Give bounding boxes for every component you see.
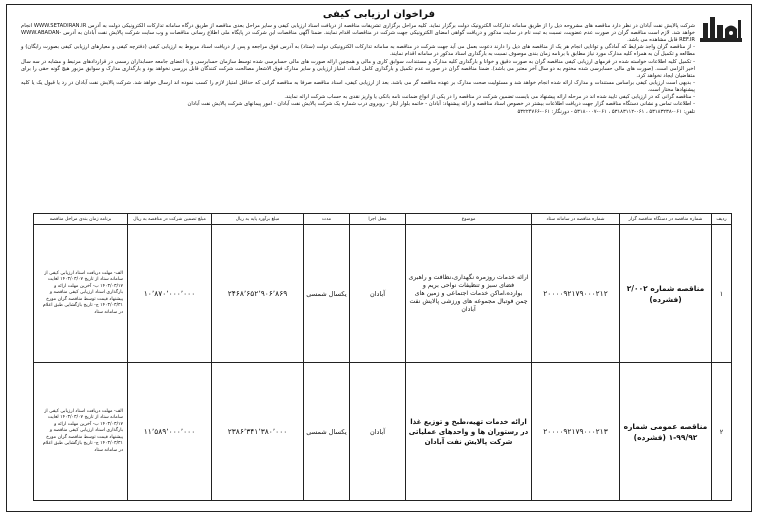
column-header: ردیف xyxy=(712,214,732,225)
column-header: مبلغ تضمین شرکت در مناقصه به ریال xyxy=(128,214,212,225)
column-header: محل اجرا xyxy=(350,214,406,225)
notice-page xyxy=(6,4,752,512)
table-row xyxy=(34,225,732,363)
tender-subject: ارائه خدمات روزمره نگهداری،نظافت و راهبری فضای سبز و تنظیفات نواحی بریم و بوارده،اماکن خدمات اجتماعی و زمین های چمن فوتبال مجموعه های ورزشی پالایش نفت آبادان xyxy=(406,225,532,363)
tender-location: آبادان xyxy=(350,363,406,501)
column-header: موضوع xyxy=(406,214,532,225)
guarantee-amount: ۱۱٬۵۸۹٬۰۰۰٬۰۰۰ xyxy=(128,363,212,501)
table-row xyxy=(34,363,732,501)
intro-paragraph: - مناقصه گرانی که در ارزیابی کیفی تایید شده اند در مرحله ارائه پیشنهاد می بایست تضمین شرکت در مناقصه را در یکی از انواع ضمانت نامه بانکی یا واریز نقدی به حساب شرکت ارائه نمایند. xyxy=(284,94,695,101)
tender-number: مناقصه شماره ۲/۰۰۲ (فشرده) xyxy=(620,225,712,363)
intro-paragraph: شرکت پالایش نفت آبادان در نظر دارد مناقصه های مشروحه ذیل را از طریق سامانه تدارکات الکترونیک دولت برگزار نماید. کلیه مراحل برگزاری تشریفات مناقصه از دریافت اسناد ارزیابی کیفی و سایر مراحل بعدی مناقصه از طریق درگاه سامانه تدارکات الکترونیکی دولت به آدرس WWW.SETADIRAN.IR انجام خواهد شد. لازم است مناقصه گران در صورت عدم عضویت، نسبت به ثبت نام در سایت مذکور و دریافت گواهی امضای الکترونیکی جهت شرکت در مناقصات اقدام نمایند. ضمنا آگهی مناقصات این شرکت در پایگاه ملی اطلاع رسانی مناقصات و وب سایت شرکت پالایش نفت آبادان به آدرس WWW.ABADAN-REF.IR قابل مشاهده می باشد. xyxy=(21,23,695,43)
column-header: مدت xyxy=(304,214,350,225)
tender-number: مناقصه عمومی شماره ۹۹/۹۲-۱ (فشرده) xyxy=(620,363,712,501)
tender-subject: ارائه خدمات تهیه،طبخ و توزیع غذا در رستوران ها و واحدهای عملیاتی شرکت پالایش نفت آبادان xyxy=(406,363,532,501)
tender-duration: یکسال شمسی xyxy=(304,225,350,363)
intro-paragraph: - از مناقصه گران واجد شرایط که آمادگی و توانایی انجام هر یک از مناقصه های ذیل را دارند دعوت بعمل می آید جهت شرکت در مناقصه به سامانه تدارکات الکترونیکی دولت (ستاد) به آدرس فوق مراجعه و پس از دریافت اسناد مربوط به ارزیابی کیفی (دفترچه کیفی و معیارهای ارزیابی کیفی بصورت رایگان) و مطالعه و تکمیل آن به همراه کلیه مدارک مورد نیاز مطابق با برنامه زمان بندی موصوف نسبت به بارگذاری اسناد مذکور در سامانه اقدام نمایند. xyxy=(21,44,695,58)
column-header: شماره مناقصه در دستگاه مناقصه گزار xyxy=(620,214,712,225)
tender-schedule: الف- مهلت دریافت اسناد ارزیابی کیفی از سامانه ستاد از تاریخ ۱۴۰۳/۰۳/۰۷ لغایت ۱۴۰۳/۰۳/۱۷ ب- آخرین مهلت ارائه و بارگذاری اسناد ارزیابی کیفی مناقصه و پیشنهاد قیمت توسط مناقصه گران مورخ ۱۴۰۳/۰۳/۳۱ ج- تاریخ بازگشایی طبق اعلام در سامانه ستاد xyxy=(34,363,128,501)
intro-paragraph: - تکمیل کلیه اطلاعات خواسته شده در فرمهای ارزیابی کیفی مناقصه گران به صورت دقیق و خوانا و بارگذاری کلیه مدارک و مستندات، سوابق کاری و مالی و همچنین ارائه صورت های مالی حسابرسی شده توسط سازمان حسابرسی و یا اعضای جامعه حسابداران رسمی در قراردادهای مرتبط و مشابه در سه سال اخیر الزامی است. (صورت های مالی حسابرسی شده مختوم به دو سال آخر معتبر می باشد). ضمنا مناقصه گران در صورت عدم تکمیل و بارگذاری کامل اسناد، امتیاز ارزیابی و سایر مدارک فوق الاشعار مصالحت شرکت کنندگان قابل بررسی نخواهد بود و بارگذاری مدارک و سوابق مزبور هیچ گونه حقی را برای متقاضیان ایجاد نخواهد کرد. xyxy=(21,58,695,79)
contact-line: تلفن: ۰۶۱-۵۳۱۸۳۲۳۸ ، ۰۶۱-۵۳۱۸۳۱۱۲ ، ۰۶۱-۵۳۱۸۰۰۰۷ - دورنگار: ۰۶۱-۵۳۲۲۴۷۶۶ xyxy=(517,108,695,115)
tender-schedule: الف- مهلت دریافت اسناد ارزیابی کیفی از سامانه ستاد از تاریخ ۱۴۰۳/۰۳/۰۷ لغایت ۱۴۰۳/۰۳/۱۷ ب- آخرین مهلت ارائه و بارگذاری اسناد ارزیابی کیفی مناقصه و پیشنهاد قیمت توسط مناقصه گران مورخ ۱۴۰۳/۰۳/۳۱ ج- تاریخ بازگشایی طبق اعلام در سامانه ستاد xyxy=(34,225,128,363)
column-header: شماره مناقصه در سامانه ستاد xyxy=(532,214,620,225)
table-header-row xyxy=(34,214,732,225)
intro-paragraph: - اطلاعات تماس و نشانی دستگاه مناقصه گزار جهت دریافت اطلاعات بیشتر در خصوص اسناد مناقصه و ارائه پیشنهاد: آبادان - خاتمه بلوار ایثار - روبروی درب شماره یک شرکت پالایش نفت آبادان - امور پیمانهای شرکت پالایش نفت آبادان xyxy=(187,101,695,108)
tender-table xyxy=(33,213,732,501)
setad-number: ۲۰۰۰۰۹۲۱۷۹۰۰۰۲۱۳ xyxy=(532,363,620,501)
setad-number: ۲۰۰۰۰۹۲۱۷۹۰۰۰۲۱۲ xyxy=(532,225,620,363)
column-header: برنامه زمان بندی مراحل مناقصه xyxy=(34,214,128,225)
column-header: مبلغ برآورد پایه به ریال xyxy=(212,214,304,225)
tender-location: آبادان xyxy=(350,225,406,363)
notice-title: فراخوان ارزیابی کیفی xyxy=(322,9,436,20)
tender-duration: یکسال شمسی xyxy=(304,363,350,501)
row-index: ۲ xyxy=(712,363,732,501)
guarantee-amount: ۱۰٬۸۷۰٬۰۰۰٬۰۰۰ xyxy=(128,225,212,363)
row-index: ۱ xyxy=(712,225,732,363)
base-estimate: ۲۳۸۶٬۳۴۱٬۳۸۰٬۰۰۰ xyxy=(212,363,304,501)
base-estimate: ۲۴۶۸٬۶۵۲٬۹۰۶٬۸۶۹ xyxy=(212,225,304,363)
intro-paragraph: - بدیهی است ارزیابی کیفی براساس مستندات و مدارک ارائه شده انجام خواهد شد و مسئولیت صحت مدارک بر عهده مناقصه گر می باشد. بعد از ارزیابی کیفی، اسناد مناقصه صرفا به مناقصه گرانی که حداقل امتیاز لازم را کسب نموده اند ارسال خواهد شد. شرکت پالایش نفت آبادان در رد یا قبول یک یا کلیه پیشنهادها مختار است. xyxy=(21,79,695,93)
notice-intro xyxy=(21,23,695,116)
